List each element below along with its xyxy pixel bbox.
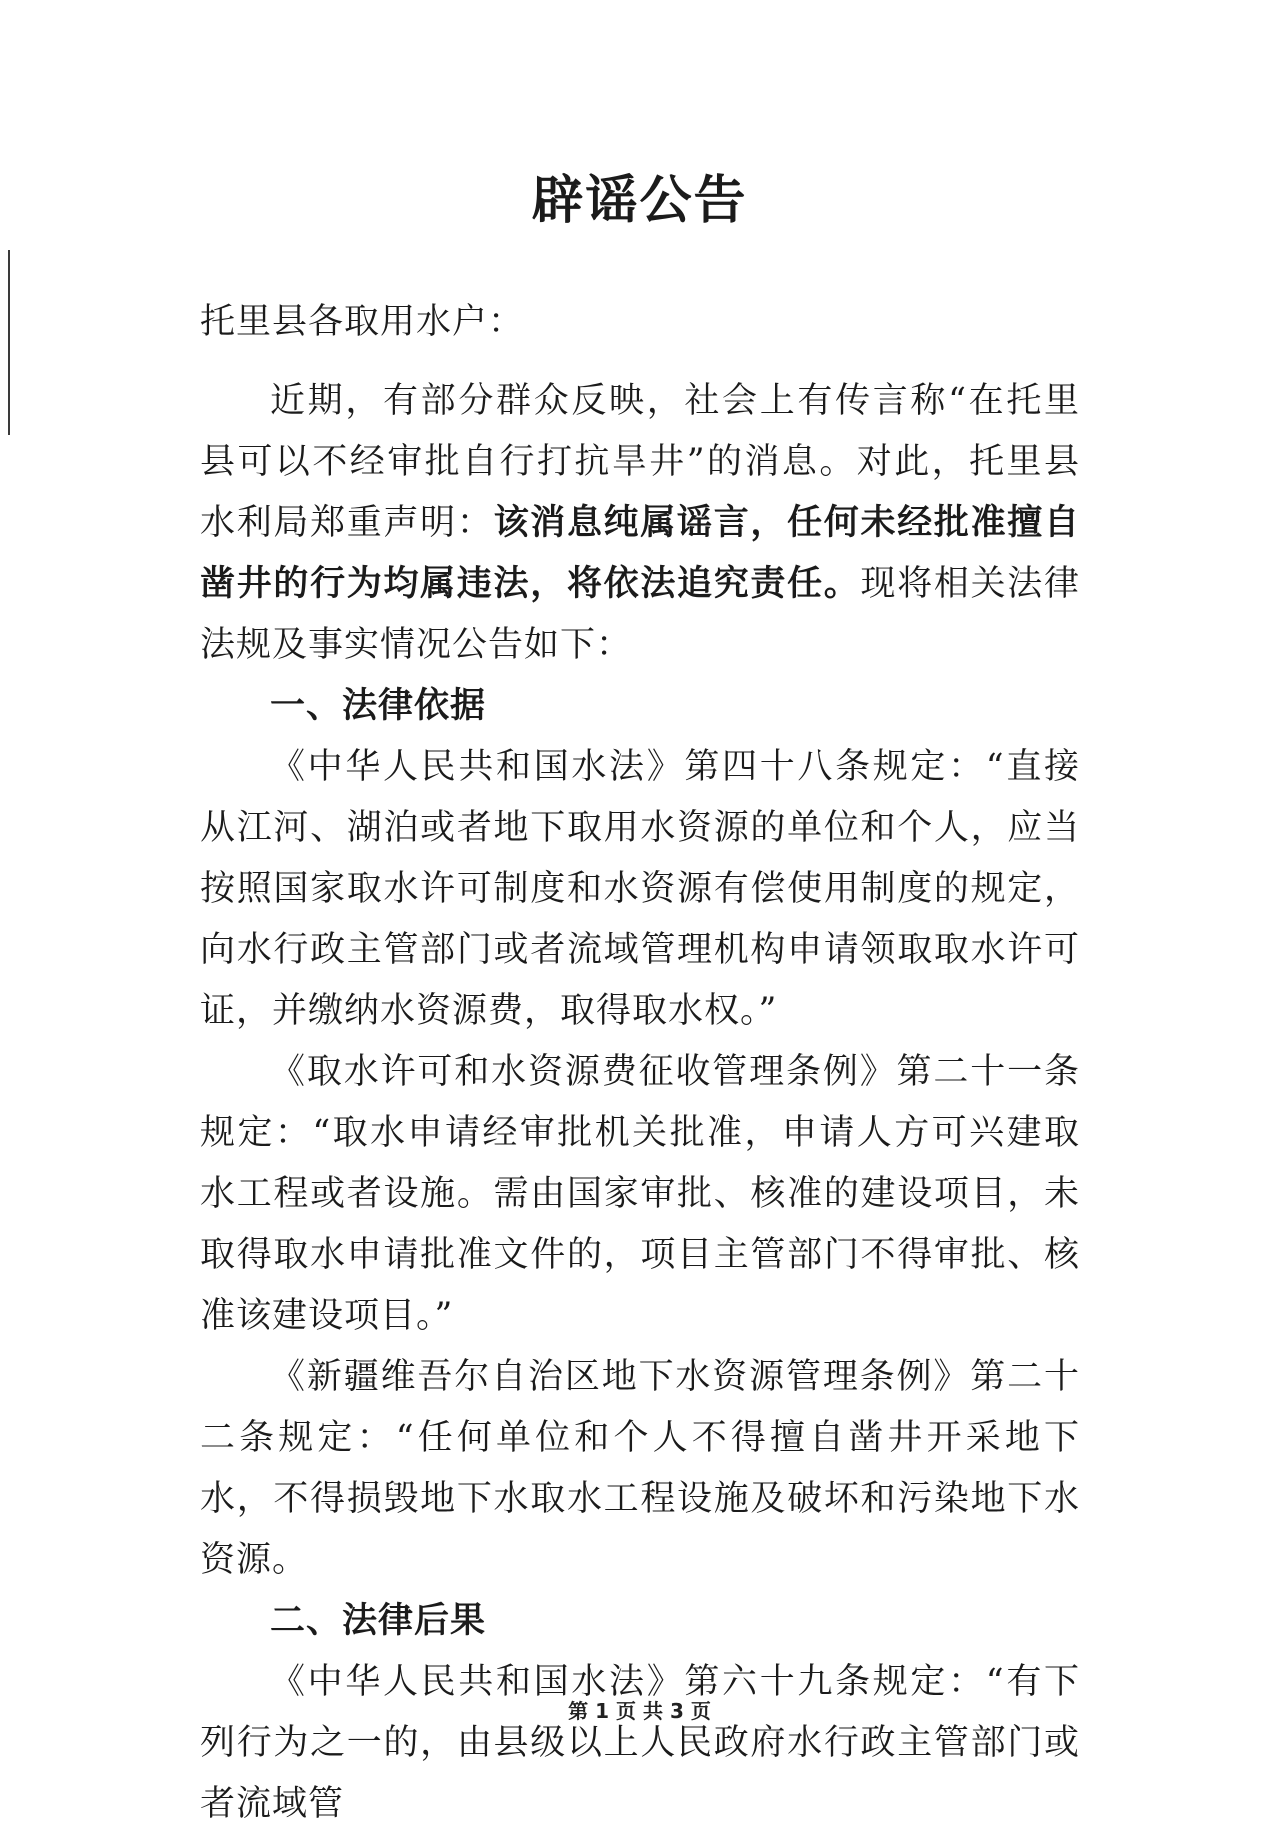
intro-text-bold: 该消息纯属谣言，任何未经批准擅自凿井的行为均属违法，将依法追究责任。 <box>200 503 1080 604</box>
page-number-footer: 第 1 页 共 3 页 <box>568 1699 711 1723</box>
document-title: 辟谣公告 <box>531 171 748 231</box>
legal-basis-paragraph: 《取水许可和水资源费征收管理条例》第二十一条规定：“取水申请经审批机关批准，申请人方可兴建取水工程或者设施。需由国家审批、核准的建设项目，未取得取水申请批准文件的，项目主管部门不得审批、核准该建设项目。” <box>200 1052 1080 1336</box>
salutation: 托里县各取用水户： <box>200 302 525 342</box>
intro-text-before: 近期，有部分群众反映，社会上有传言称“在托里县可以不经审批自行打抗旱井”的消息。对此，托里县水利局郑重声明： <box>200 381 1080 543</box>
document-body <box>200 292 1080 1835</box>
intro-text-after: 现将相关法律法规及事实情况公告如下： <box>200 564 1080 665</box>
section-heading-legal-basis: 一、法律依据 <box>270 686 487 726</box>
legal-basis-paragraph: 《新疆维吾尔自治区地下水资源管理条例》第二十二条规定：“任何单位和个人不得擅自凿井开采地下水，不得损毁地下水取水工程设施及破坏和污染地下水资源。 <box>200 1357 1080 1580</box>
legal-consequences-paragraph: 《中华人民共和国水法》第六十九条规定：“有下列行为之一的，由县级以上人民政府水行政主管部门或者流域管 <box>200 1662 1080 1824</box>
legal-basis-paragraph: 《中华人民共和国水法》第四十八条规定：“直接从江河、湖泊或者地下取用水资源的单位和个人，应当按照国家取水许可制度和水资源有偿使用制度的规定，向水行政主管部门或者流域管理机构申请领取取水许可证，并缴纳水资源费，取得取水权。” <box>200 747 1080 1031</box>
section-heading-legal-consequences: 二、法律后果 <box>270 1601 487 1641</box>
intro-paragraph <box>200 371 1080 676</box>
scan-edge-mark <box>8 250 10 435</box>
